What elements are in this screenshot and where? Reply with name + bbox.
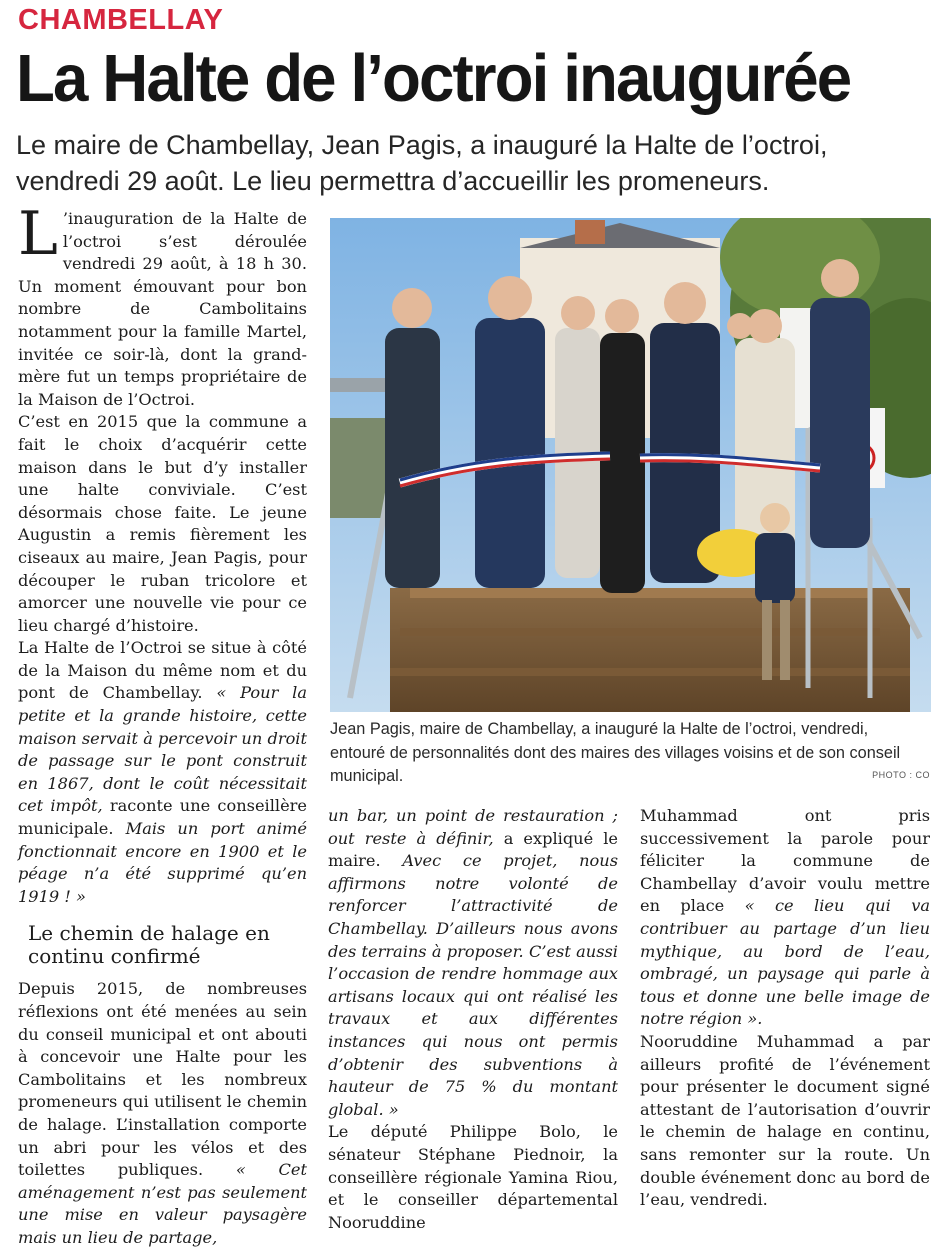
paragraph-text: Muhammad ont pris successivement la parole pour féliciter la commune de Chambellay d’avoir voulu mettre en place: [640, 806, 930, 916]
body-column-1: [18, 199, 307, 1250]
paragraph-text: La Halte de l’Octroi se situe à côté de la Maison du même nom et du pont de Chambellay.: [18, 638, 307, 703]
photo-caption: Jean Pagis, maire de Chambellay, a inauguré la Halte de l’octroi, vendredi, entouré de personnalités dont des maires des villages voisins et de son conseil municipal.: [330, 720, 901, 785]
paragraph: [18, 411, 307, 637]
paragraph-text: Depuis 2015, de nombreuses réflexions ont été menées au sein du conseil municipal et ont abouti à concevoir une Halte pour les Cambolitains et les nombreux promeneurs qui utilisent le chemin de halage. L’installation comporte un abri pour les vélos et des toilettes publiques.: [18, 979, 307, 1180]
body-column-2: [328, 805, 618, 1234]
paragraph: [18, 978, 307, 1249]
quote-text: « Cet aménagement n’est pas seulement une mise en valeur paysagère mais un lieu de partage,: [18, 1160, 307, 1247]
quote-text: un bar, un point de restauration ; out reste à définir,: [328, 806, 618, 848]
photo-credit: PHOTO : CO: [872, 770, 930, 780]
body-column-3: [640, 805, 930, 1212]
paragraph: [328, 805, 618, 1121]
kicker: CHAMBELLAY: [18, 4, 224, 36]
paragraph: [18, 199, 307, 411]
paragraph: [328, 1121, 618, 1234]
paragraph-text: C’est en 2015 que la commune a fait le choix d’acquérir cette maison dans le but d’y installer une halte conviviale. C’est désormais chose faite. Le jeune Augustin a remis fièrement les ciseaux au maire, Jean Pagis, pour découper le ruban tricolore et amorcer une nouvelle vie pour ce lieu chargé d’histoire.: [18, 412, 307, 635]
drop-cap: L: [18, 199, 58, 269]
subheading: Le chemin de halage en continu confirmé: [28, 921, 270, 969]
paragraph: [640, 1031, 930, 1212]
paragraph-text: a expliqué le maire.: [328, 828, 618, 871]
paragraph-text: Nooruddine Muhammad a par ailleurs profité de l’événement pour présenter le document signé attestant de l’autorisation d’ouvrir le chemin de halage en continu, sans remonter sur la route. Un double événement donc au bord de l’eau, vendredi.: [640, 1031, 930, 1210]
quote-text: « ce lieu qui va contribuer au partage d’un lieu mythique, au bord de l’eau, ombragé, un paysage qui parle à tous et donne une belle image de notre région ».: [640, 896, 930, 1029]
paragraph-text: raconte une conseillère municipale.: [18, 796, 307, 839]
paragraph-text: ’inauguration de la Halte de l’octroi s’est déroulée vendredi 29 août, à 18 h 30. Un moment émouvant pour bon nombre de Cambolitains notamment pour la famille Martel, invitée ce soir-là, dont la grand-mère fut un temps propriétaire de la Maison de l’Octroi.: [18, 209, 307, 409]
standfirst: Le maire de Chambellay, Jean Pagis, a inauguré la Halte de l’octroi, vendredi 29 août. Le lieu permettra d’accueillir les promeneurs.: [16, 130, 828, 197]
quote-text: « Pour la petite et la grande histoire, cette maison servait à percevoir un droit de passage sur le pont construit en 1867, dont le coût nécessitait cet impôt,: [18, 683, 307, 816]
headline: La Halte de l’octroi inaugurée: [16, 41, 851, 116]
paragraph: [640, 805, 930, 1031]
photo: [330, 218, 931, 712]
quote-text: Avec ce projet, nous affirmons notre volonté de renforcer l’attractivité de Chambellay. D’ailleurs nous avons des terrains à proposer. C’est aussi l’occasion de rendre hommage aux artisans locaux qui ont réalisé les travaux et aux différentes instances qui nous ont permis d’obtenir des subventions à hauteur de 75 % du montant global. »: [328, 851, 619, 1119]
paragraph: [18, 637, 307, 908]
paragraph-text: Le député Philippe Bolo, le sénateur Stéphane Piednoir, la conseillère régionale Yamina Riou, et le conseiller départemental Nooruddine: [328, 1122, 618, 1232]
quote-text: Mais un port animé fonctionnait encore en 1900 et le péage n’a été supprimé qu’en 1919 ! »: [18, 819, 307, 906]
